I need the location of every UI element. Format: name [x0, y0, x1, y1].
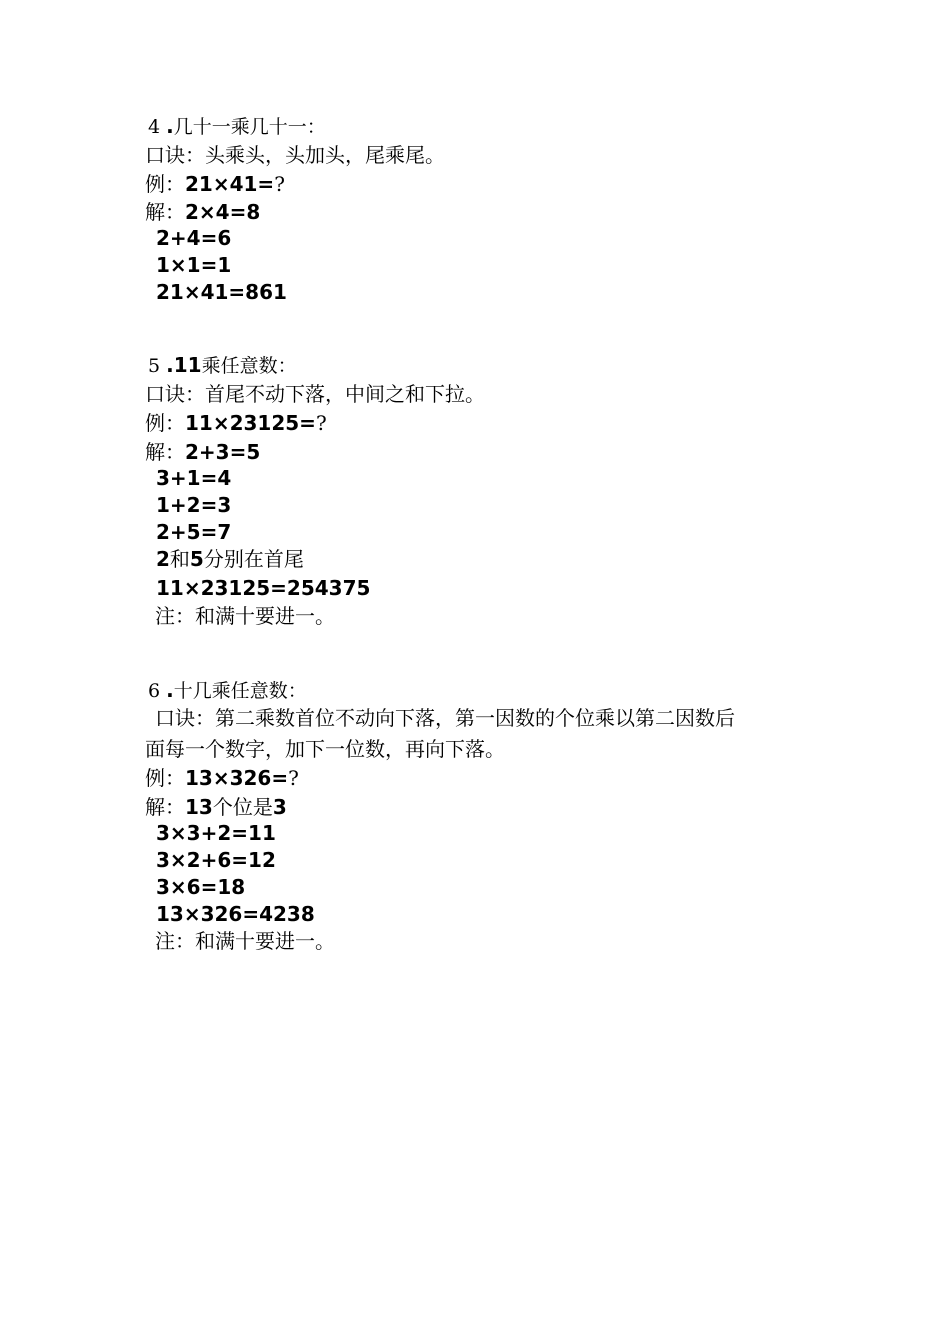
- section-dot: .: [166, 678, 174, 702]
- solution-result: 11×23125=254375: [156, 576, 371, 600]
- section-5-example: 例：11×23125=?: [145, 411, 327, 435]
- section-6-rhyme-line1: 口诀：第二乘数首位不动向下落，第一因数的个位乘以第二因数后: [155, 706, 735, 730]
- section-title: 乘任意数：: [201, 355, 297, 377]
- solution-step: 3×3+2=11: [156, 821, 276, 845]
- example-expression: 11×23125=: [185, 411, 316, 435]
- section-dot: .: [166, 114, 174, 138]
- section-number: 6: [148, 680, 161, 702]
- section-6-solution: 解：13个位是3: [145, 795, 287, 819]
- section-5-heading: [148, 353, 297, 378]
- solution-step: 2+3=5: [185, 440, 261, 464]
- example-expression: 21×41=: [185, 172, 275, 196]
- section-6-note: 注：和满十要进一。: [155, 929, 335, 953]
- solution-step: 1+2=3: [156, 493, 232, 517]
- solution-result: 13×326=4238: [156, 902, 315, 926]
- section-4-rhyme: 口诀：头乘头，头加头，尾乘尾。: [145, 143, 445, 167]
- solution-step: 2+4=6: [156, 226, 232, 250]
- section-number: 5: [148, 355, 161, 377]
- section-4-example: 例：21×41=?: [145, 172, 285, 196]
- example-expression: 13×326=: [185, 766, 289, 790]
- section-title: 十几乘任意数：: [173, 680, 307, 702]
- solution-step: 3×6=18: [156, 875, 246, 899]
- solution-step: 2×4=8: [185, 200, 261, 224]
- solution-step: 2+5=7: [156, 520, 232, 544]
- solution-step: 3+1=4: [156, 466, 232, 490]
- section-5-note: 注：和满十要进一。: [155, 604, 335, 628]
- section-4-heading: [148, 114, 326, 139]
- section-title-number: 11: [173, 353, 202, 377]
- section-5-solution: 解：2+3=5: [145, 440, 261, 464]
- section-6-example: 例：13×326=?: [145, 766, 299, 790]
- solution-step: 1×1=1: [156, 253, 232, 277]
- ends-note: 2和5分别在首尾: [156, 547, 304, 571]
- solution-step: 3×2+6=12: [156, 848, 276, 872]
- solution-result: 21×41=861: [156, 280, 287, 304]
- section-dot: .: [166, 353, 174, 377]
- section-number: 4: [148, 116, 161, 138]
- section-title: 几十一乘几十一：: [173, 116, 326, 138]
- section-6-heading: [148, 678, 307, 703]
- section-5-rhyme: 口诀：首尾不动下落，中间之和下拉。: [145, 382, 485, 406]
- section-4-solution: 解：2×4=8: [145, 200, 261, 224]
- section-6-rhyme-line2: 面每一个数字，加下一位数，再向下落。: [145, 737, 505, 761]
